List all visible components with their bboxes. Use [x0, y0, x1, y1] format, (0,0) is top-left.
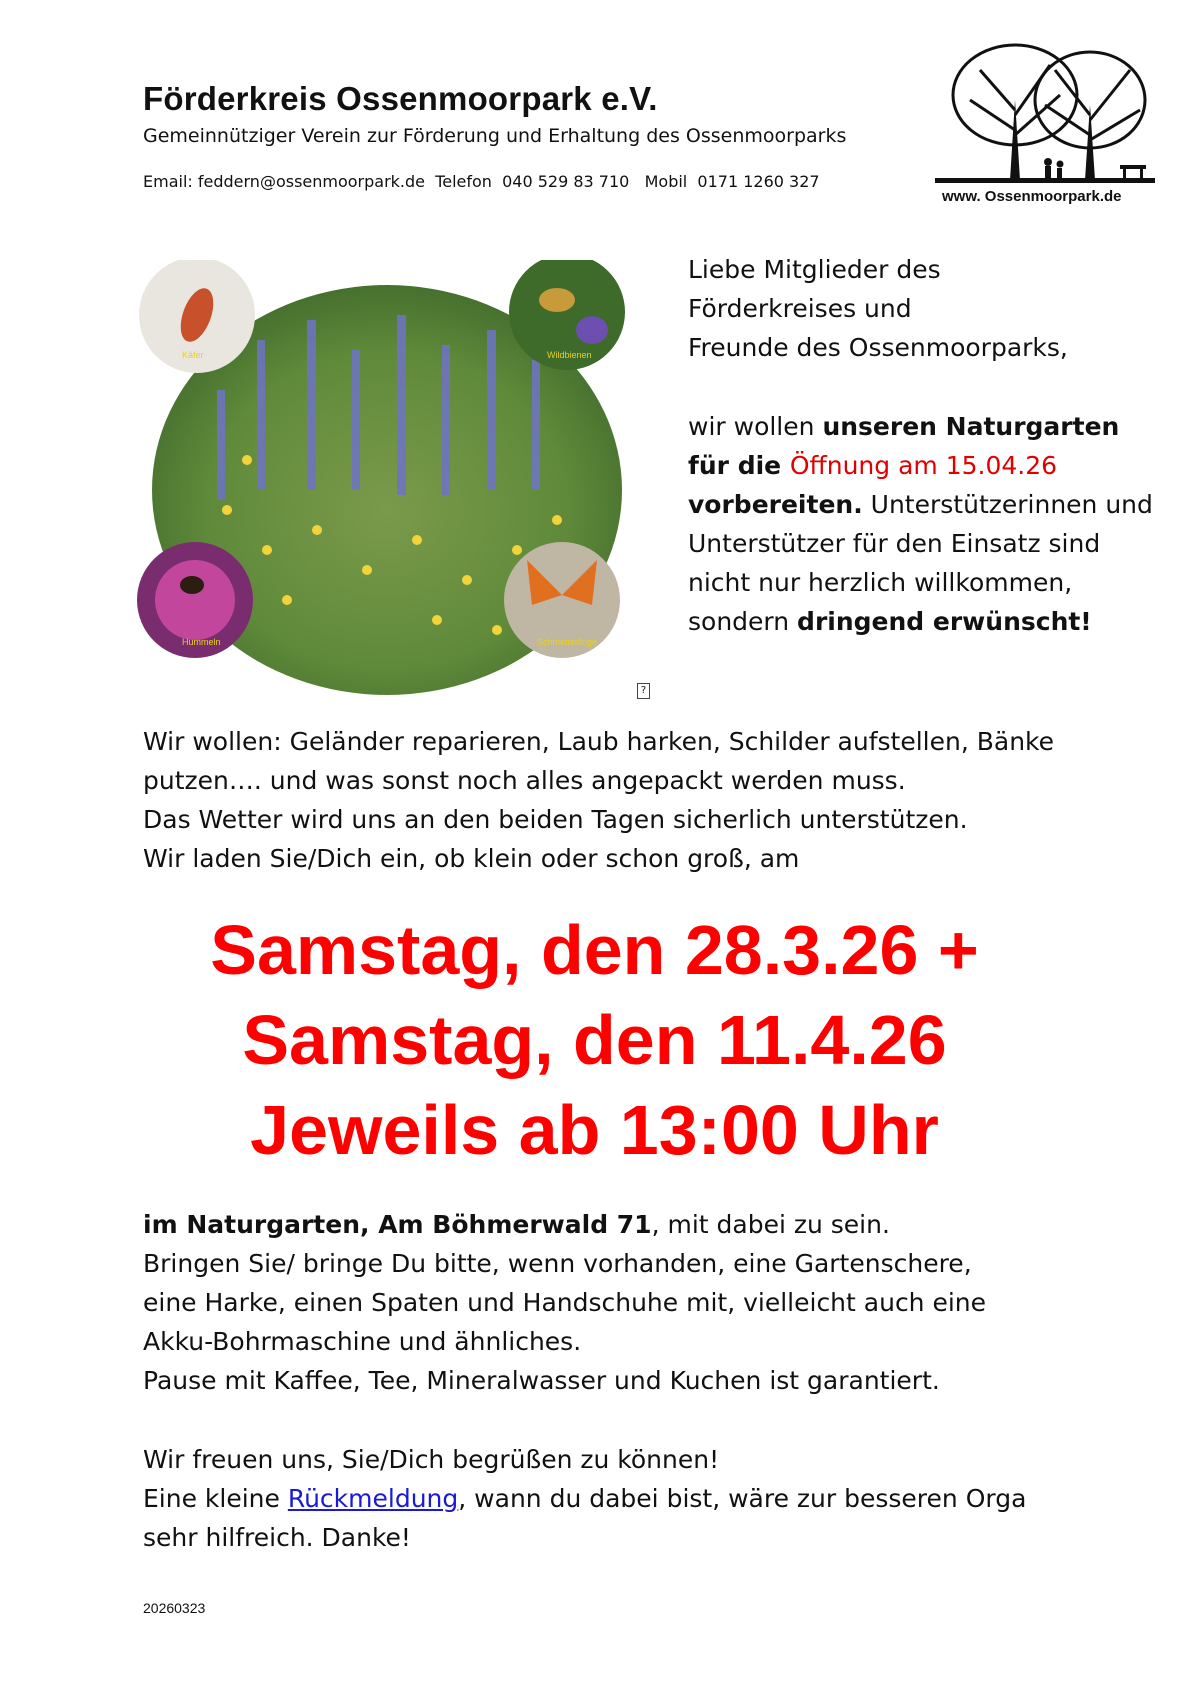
intro-bold-fuer: für die — [688, 451, 790, 480]
intro-text: Unterstützerinnen und Unterstützer für den Einsatz sind nicht nur herzlich willkommen, sondern — [688, 490, 1153, 636]
broken-image-icon: ? — [637, 683, 650, 699]
event-dates — [0, 905, 1189, 1175]
greeting-line: Freunde des Ossenmoorparks, — [688, 333, 1068, 362]
closing-line: Wir freuen uns, Sie/Dich begrüßen zu können! — [143, 1445, 720, 1474]
photo-label-hummeln: Hummeln — [182, 637, 221, 647]
intro-bold-dringend: dringend erwünscht! — [797, 607, 1092, 636]
details-line: Akku-Bohrmaschine und ähnliches. — [143, 1327, 582, 1356]
photo-label-wildbienen: Wildbienen — [547, 350, 592, 360]
time-line: Jeweils ab 13:00 Uhr — [250, 1091, 939, 1169]
contact-line: Email: feddern@ossenmoorpark.de Telefon 040 529 83 710 Mobil 0171 1260 327 — [143, 172, 820, 191]
tasks-paragraph — [143, 722, 1143, 878]
greeting — [688, 250, 1158, 367]
org-subtitle: Gemeinnütziger Verein zur Förderung und Erhaltung des Ossenmoorparks — [143, 125, 847, 147]
closing-text: Eine kleine — [143, 1484, 288, 1513]
tasks-line: putzen…. und was sonst noch alles angepackt werden muss. — [143, 766, 906, 795]
date-line-1: Samstag, den 28.3.26 + — [210, 911, 979, 989]
intro-paragraph — [688, 407, 1158, 641]
details-line: Pause mit Kaffee, Tee, Mineralwasser und Kuchen ist garantiert. — [143, 1366, 940, 1395]
rueckmeldung-link[interactable]: Rückmeldung — [287, 1484, 459, 1513]
intro-text: wir wollen — [688, 412, 823, 441]
details-line: Bringen Sie/ bringe Du bitte, wenn vorhanden, eine Gartenschere, — [143, 1249, 972, 1278]
tasks-line: Das Wetter wird uns an den beiden Tagen sicherlich unterstützen. — [143, 805, 968, 834]
closing-text: , wann du dabei bist, wäre zur besseren Orga — [458, 1484, 1027, 1513]
details-text: , mit dabei zu sein. — [651, 1210, 890, 1239]
intro-bold-naturgarten: unseren Naturgarten — [822, 412, 1120, 441]
tasks-line: Wir wollen: Geländer reparieren, Laub harken, Schilder aufstellen, Bänke — [143, 727, 1055, 756]
tasks-line: Wir laden Sie/Dich ein, ob klein oder schon groß, am — [143, 844, 800, 873]
greeting-line: Förderkreises und — [688, 294, 912, 323]
closing-paragraph — [143, 1440, 1143, 1557]
logo-url: www. Ossenmoorpark.de — [942, 188, 1122, 205]
event-location: im Naturgarten, Am Böhmerwald 71 — [143, 1210, 652, 1239]
intro-bold-vorbereiten: vorbereiten. — [688, 490, 863, 519]
org-name: Förderkreis Ossenmoorpark e.V. — [143, 80, 658, 117]
tree-logo — [930, 40, 1160, 205]
photo-label-kaefer: Käfer — [182, 350, 204, 360]
wildflower-garden-photo — [137, 260, 637, 700]
opening-date: Öffnung am 15.04.26 — [789, 451, 1058, 480]
details-line: eine Harke, einen Spaten und Handschuhe mit, vielleicht auch eine — [143, 1288, 987, 1317]
date-line-2: Samstag, den 11.4.26 — [242, 1001, 947, 1079]
closing-line: sehr hilfreich. Danke! — [143, 1523, 411, 1552]
greeting-line: Liebe Mitglieder des — [688, 255, 941, 284]
document-date: 20260323 — [143, 1600, 206, 1616]
details-paragraph — [143, 1205, 1143, 1400]
photo-label-schmetterlinge: Schmetterlinge — [537, 637, 598, 647]
